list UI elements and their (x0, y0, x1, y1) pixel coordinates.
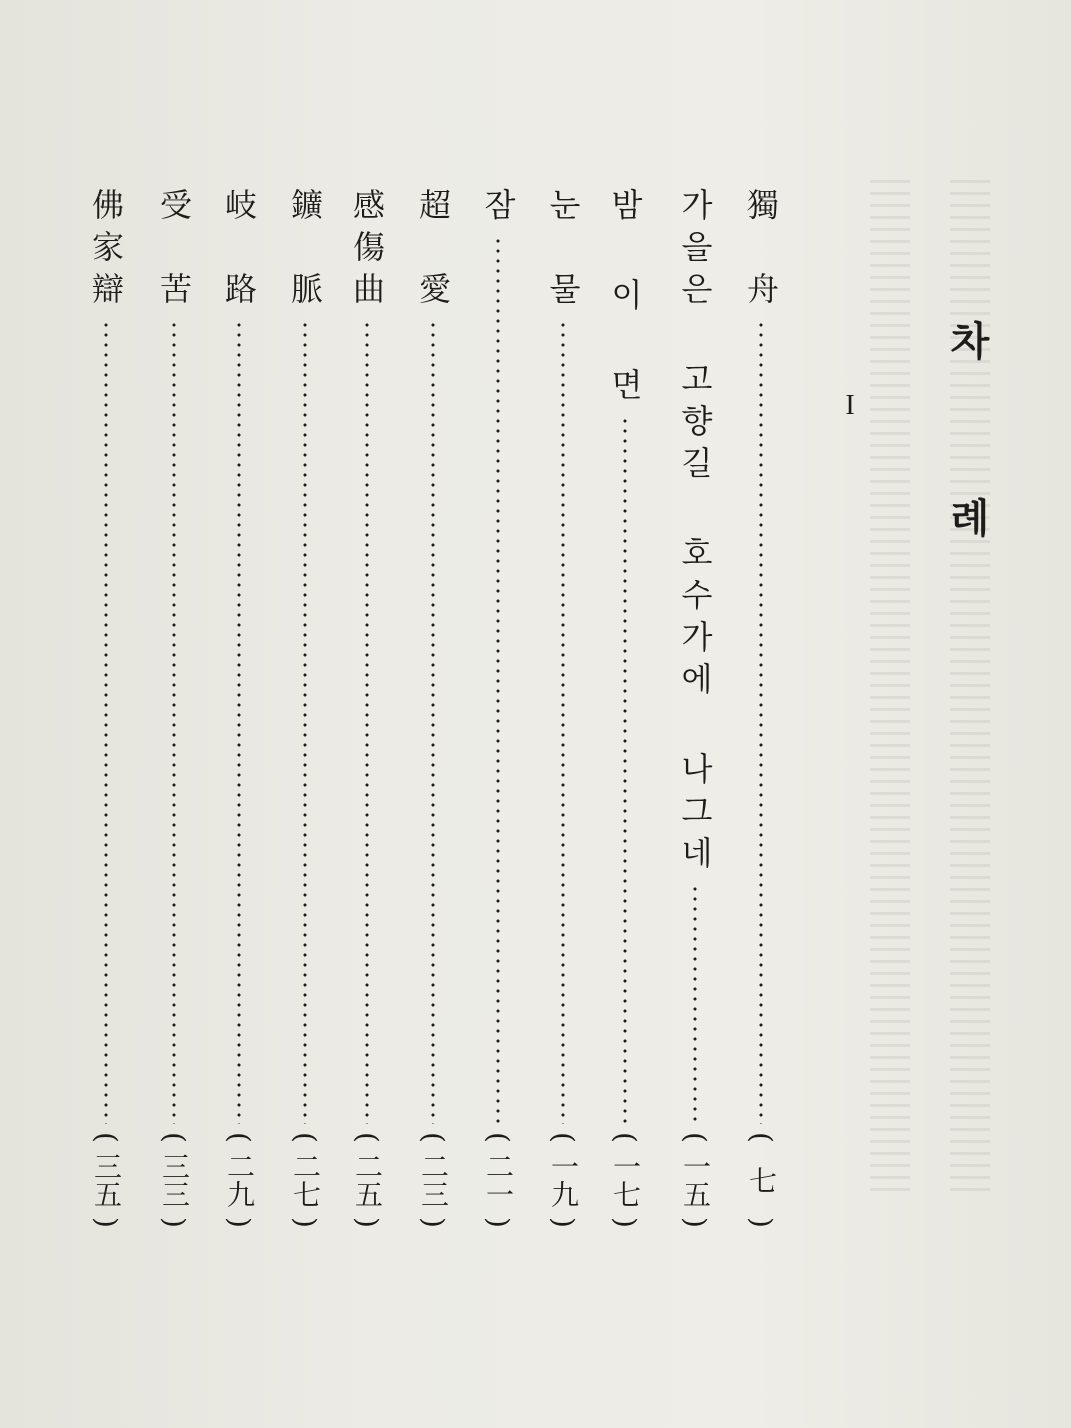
entry-page-number: 三五 (90, 1152, 123, 1208)
entry-title: 눈 물 (544, 188, 582, 314)
dot-leader (431, 320, 435, 1124)
page-title (935, 310, 1005, 544)
entry-page-number: 一七 (609, 1152, 642, 1208)
entry-page: ( 二一 ) (470, 1132, 526, 1228)
entry-page-number: 二一 (482, 1152, 515, 1208)
toc-entry[interactable] (146, 188, 202, 1228)
section-number: I (845, 390, 855, 421)
dot-leader (561, 320, 565, 1124)
entry-title: 鑛 脈 (286, 188, 324, 314)
entry-page: ( 一七 ) (597, 1132, 653, 1228)
toc-entry[interactable] (405, 188, 461, 1228)
entry-title: 受 苦 (155, 188, 193, 314)
entry-page: ( 一九 ) (535, 1132, 591, 1228)
entry-title: 가을은 고향길 호수가에 나그네 (676, 188, 714, 878)
dot-leader (172, 320, 176, 1124)
entry-page-number: 二九 (223, 1152, 256, 1208)
dot-leader (237, 320, 241, 1124)
toc-entry[interactable] (277, 188, 333, 1228)
toc-entry[interactable] (733, 188, 789, 1228)
dot-leader (365, 320, 369, 1124)
dot-leader (496, 236, 500, 1124)
entry-page-number: 二三 (417, 1152, 450, 1208)
dot-leader (303, 320, 307, 1124)
toc-entry[interactable] (535, 188, 591, 1228)
entry-page-number: 七 (745, 1166, 778, 1194)
toc-entry[interactable] (470, 188, 526, 1228)
toc-entry[interactable] (78, 188, 134, 1228)
entry-page-number: 一五 (679, 1152, 712, 1208)
toc-entry[interactable] (339, 188, 395, 1228)
toc-entry[interactable] (597, 188, 653, 1228)
entry-page: ( 三五 ) (78, 1132, 134, 1228)
title-char-2: 례 (950, 495, 990, 542)
title-char-1: 차 (950, 318, 990, 365)
toc-entry[interactable] (667, 188, 723, 1228)
entry-page-number: 三三 (158, 1152, 191, 1208)
entry-page: ( 一五 ) (667, 1132, 723, 1228)
dot-leader (759, 320, 763, 1124)
toc-entry[interactable] (211, 188, 267, 1228)
entry-page: ( 二七 ) (277, 1132, 333, 1228)
entry-page-number: 一九 (547, 1152, 580, 1208)
dot-leader (104, 320, 108, 1124)
entry-page-number: 二五 (351, 1152, 384, 1208)
entry-title: 잠 (479, 188, 517, 230)
entry-page: ( 二三 ) (405, 1132, 461, 1228)
entry-title: 밤 이 면 (606, 188, 644, 410)
entry-title: 獨 舟 (742, 188, 780, 314)
entry-page: ( 七 ) (733, 1132, 789, 1228)
entry-title: 超 愛 (414, 188, 452, 314)
entry-title: 佛家辯 (87, 188, 125, 314)
dot-leader (623, 416, 627, 1124)
show-through-bleed (870, 180, 910, 1200)
entry-page: ( 三三 ) (146, 1132, 202, 1228)
entry-title: 感傷曲 (348, 188, 386, 314)
entry-title: 岐 路 (220, 188, 258, 314)
entry-page: ( 二五 ) (339, 1132, 395, 1228)
entry-page-number: 二七 (289, 1152, 322, 1208)
entry-page: ( 二九 ) (211, 1132, 267, 1228)
dot-leader (693, 884, 697, 1124)
